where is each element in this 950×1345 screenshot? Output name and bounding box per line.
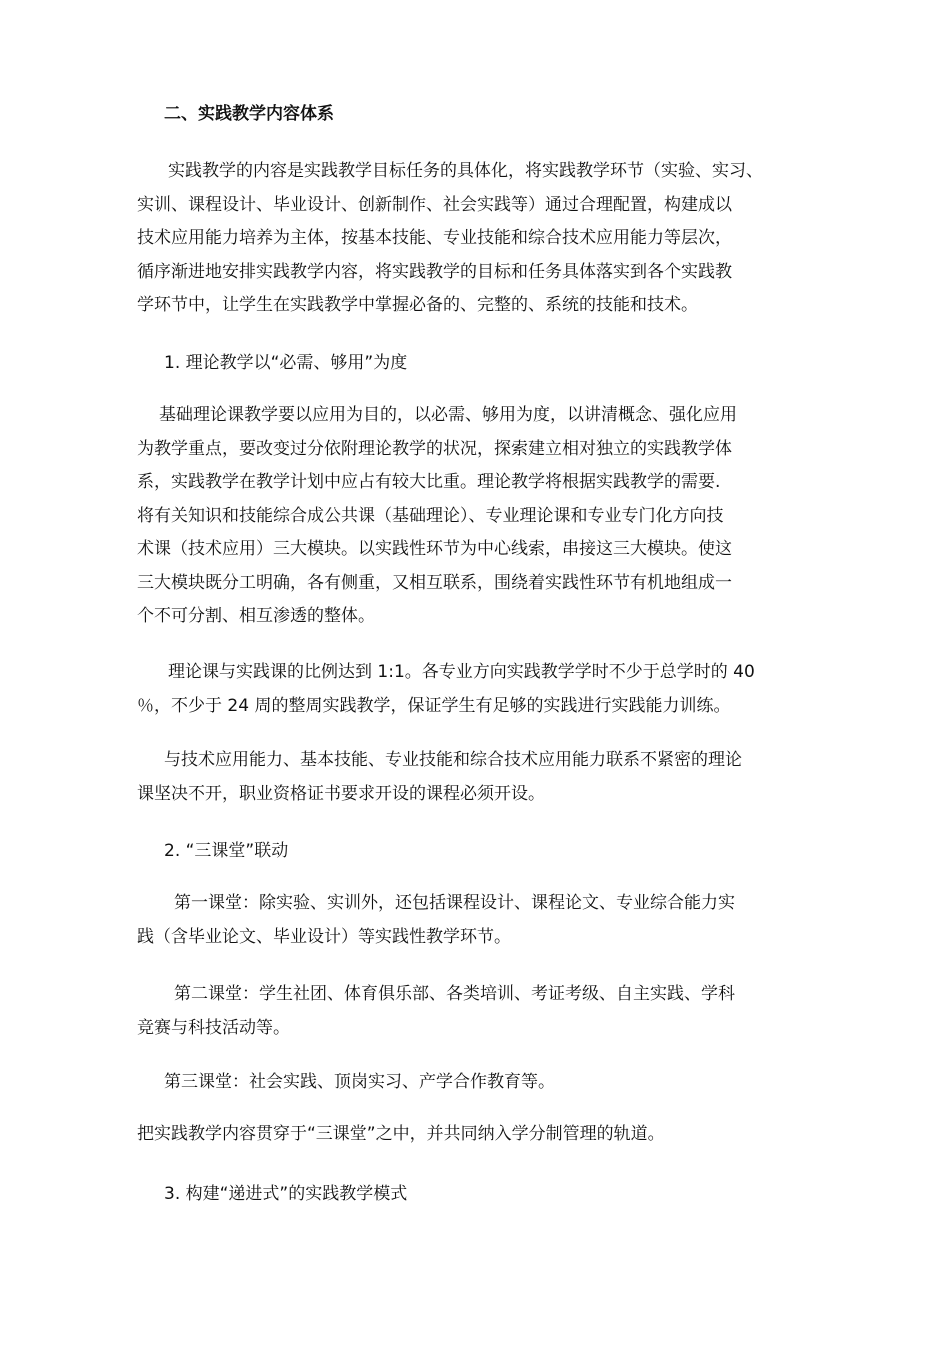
ratio-paragraph bbox=[137, 656, 755, 723]
paragraph-line: 实践教学的内容是实践教学目标任务的具体化，将实践教学环节（实验、实习、 bbox=[168, 161, 763, 181]
first-class-paragraph bbox=[137, 887, 735, 954]
paragraph-line: 课坚决不开，职业资格证书要求开设的课程必须开设。 bbox=[137, 783, 545, 804]
section-title: 二、实践教学内容体系 bbox=[164, 104, 334, 124]
paragraph-line: 实训、课程设计、毕业设计、创新制作、社会实践等）通过合理配置，构建成以 bbox=[137, 194, 732, 215]
paragraph-line: 个不可分割、相互渗透的整体。 bbox=[137, 606, 375, 626]
paragraph-line: ％，不少于 24 周的整周实践教学，保证学生有足够的实践进行实践能力训练。 bbox=[137, 695, 731, 716]
subsection-title-1: 1. 理论教学以“必需、够用”为度 bbox=[164, 353, 408, 373]
paragraph-line: 第二课堂：学生社团、体育俱乐部、各类培训、考证考级、自主实践、学科 bbox=[174, 984, 735, 1004]
subsection-title-2: 2. “三课堂”联动 bbox=[164, 841, 289, 861]
paragraph-line: 竞赛与科技活动等。 bbox=[137, 1017, 290, 1038]
paragraph-line: 与技术应用能力、基本技能、专业技能和综合技术应用能力联系不紧密的理论 bbox=[164, 750, 742, 770]
paragraph-line: 学环节中，让学生在实践教学中掌握必备的、完整的、系统的技能和技术。 bbox=[137, 295, 698, 315]
paragraph-line: 第一课堂：除实验、实训外，还包括课程设计、课程论文、专业综合能力实 bbox=[174, 893, 735, 913]
paragraph-line: 循序渐进地安排实践教学内容，将实践教学的目标和任务具体落实到各个实践教 bbox=[137, 261, 732, 282]
paragraph-line: 系，实践教学在教学计划中应占有较大比重。理论教学将根据实践教学的需要. bbox=[137, 472, 721, 492]
intro-paragraph bbox=[137, 155, 763, 323]
summary-line: 把实践教学内容贯穿于“三课堂”之中，并共同纳入学分制管理的轨道。 bbox=[137, 1124, 665, 1144]
subsection-title-3: 3. 构建“递进式”的实践教学模式 bbox=[164, 1184, 408, 1204]
paragraph-line: 术课（技术应用）三大模块。以实践性环节为中心线索，串接这三大模块。使这 bbox=[137, 539, 732, 559]
theory-paragraph bbox=[137, 399, 737, 634]
paragraph-line: 三大模块既分工明确，各有侧重，又相互联系，围绕着实践性环节有机地组成一 bbox=[137, 572, 732, 593]
third-class-line: 第三课堂：社会实践、顶岗实习、产学合作教育等。 bbox=[164, 1072, 555, 1092]
paragraph-line: 为教学重点，要改变过分依附理论教学的状况，探索建立相对独立的实践教学体 bbox=[137, 438, 732, 459]
paragraph-line: 技术应用能力培养为主体，按基本技能、专业技能和综合技术应用能力等层次， bbox=[137, 228, 732, 248]
paragraph-line: 将有关知识和技能综合成公共课（基础理论）、专业理论课和专业专门化方向技 bbox=[137, 505, 724, 526]
course-paragraph bbox=[137, 744, 742, 811]
paragraph-line: 理论课与实践课的比例达到 1:1。各专业方向实践教学学时不少于总学时的 40 bbox=[168, 662, 755, 682]
paragraph-line: 基础理论课教学要以应用为目的，以必需、够用为度，以讲清概念、强化应用 bbox=[159, 405, 737, 425]
paragraph-line: 践（含毕业论文、毕业设计）等实践性教学环节。 bbox=[137, 926, 511, 947]
second-class-paragraph bbox=[137, 978, 735, 1045]
